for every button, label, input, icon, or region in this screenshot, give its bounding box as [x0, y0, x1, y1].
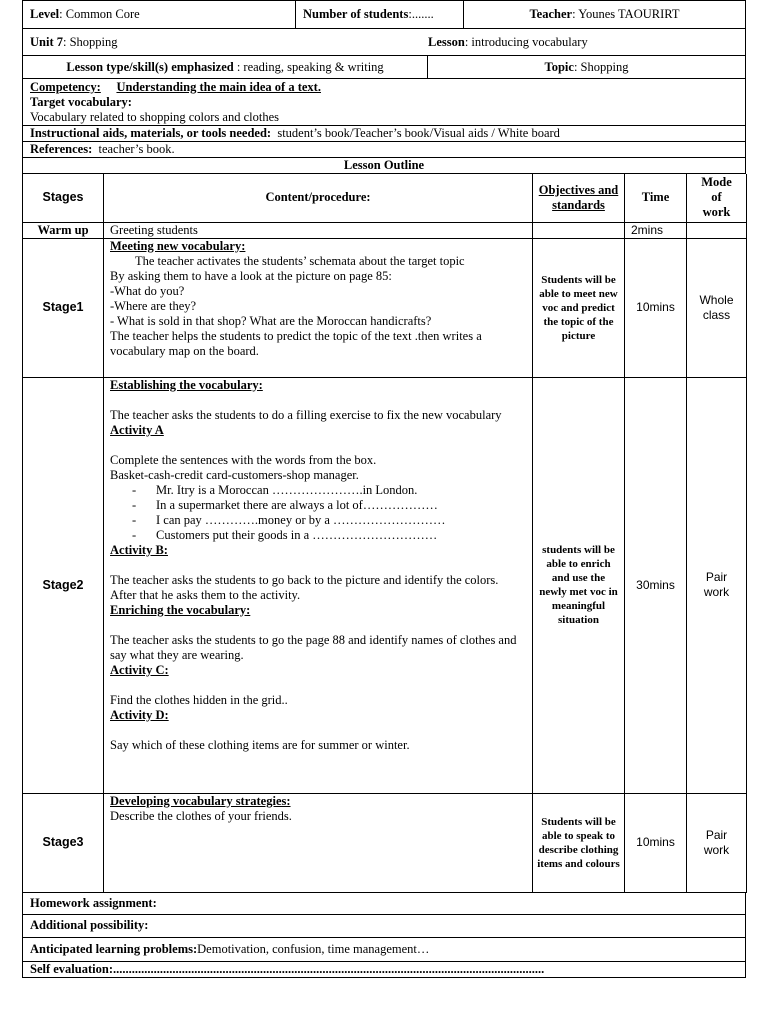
stage3-row [23, 793, 747, 892]
problems-label: Anticipated learning problems: [30, 941, 198, 956]
unit-cell [23, 29, 421, 55]
additional-cell [23, 915, 745, 937]
warmup-stage: Warm up [23, 222, 104, 238]
stage2-mode: Pair work [687, 377, 747, 793]
stage1-objective: Students will be able to meet new voc and predict the topic of the picture [533, 238, 625, 377]
lesson-cell [421, 29, 745, 55]
aids-value: student’s book/Teacher’s book/Visual aids / White board [277, 126, 560, 140]
stage2-intro: The teacher asks the students to do a filling exercise to fix the new vocabulary [110, 407, 502, 422]
stage2-heading: Establishing the vocabulary: [110, 377, 263, 392]
activity-b-heading: Activity B: [110, 542, 168, 557]
header-row-unit [22, 29, 746, 56]
stage1-stage: Stage1 [23, 238, 104, 377]
teacher-value: : Younes TAOURIRT [572, 7, 680, 21]
stage1-line-3: -Where are they? [110, 298, 197, 313]
unit-label: Unit 7 [30, 34, 63, 49]
references-value: teacher’s book. [98, 142, 175, 156]
stage1-line-0: The teacher activates the students’ schemata about the target topic [135, 253, 465, 268]
level-value: : Common Core [59, 7, 140, 21]
students-value: :....... [408, 7, 434, 21]
warmup-time: 2mins [625, 222, 687, 238]
topic-label: Topic [544, 59, 574, 74]
topic-cell [427, 56, 745, 78]
activity-a-list [110, 483, 526, 543]
competency-label: Competency: [30, 80, 101, 94]
stage3-content [104, 793, 533, 892]
problems-cell [23, 938, 745, 961]
activity-a-instruction: Complete the sentences with the words from the box. [110, 452, 377, 467]
teacher-label: Teacher [529, 7, 573, 21]
topic-value: : Shopping [573, 59, 629, 74]
stage3-stage: Stage3 [23, 793, 104, 892]
stage1-heading: Meeting new vocabulary: [110, 238, 246, 253]
header-row-level [22, 0, 746, 29]
enriching-heading: Enriching the vocabulary: [110, 602, 251, 617]
homework-row [22, 893, 746, 915]
lesson-type-value: : reading, speaking & writing [233, 59, 384, 74]
outline-table [22, 174, 747, 893]
target-vocab-value: Vocabulary related to shopping colors and clothes [30, 110, 280, 124]
competency-block [22, 79, 746, 126]
aids-cell [23, 126, 745, 141]
activity-d-text: Say which of these clothing items are for summer or winter. [110, 737, 410, 752]
stage3-mode: Pair work [687, 793, 747, 892]
homework-cell [23, 893, 745, 914]
self-eval-row [22, 962, 746, 978]
aids-row [22, 126, 746, 142]
col-header-stages: Stages [23, 174, 104, 222]
stage3-heading: Developing vocabulary strategies: [110, 793, 291, 808]
stage3-text: Describe the clothes of your friends. [110, 808, 292, 823]
outline-title-text: Lesson Outline [343, 158, 425, 172]
outline-title-row [22, 158, 746, 174]
activity-a-heading: Activity A [110, 422, 164, 437]
stage2-stage: Stage2 [23, 377, 104, 793]
students-cell [295, 1, 463, 28]
unit-value: : Shopping [63, 34, 118, 49]
stage1-content [104, 238, 533, 377]
lesson-type-label: Lesson type/skill(s) emphasized [66, 59, 234, 74]
warmup-objective [533, 222, 625, 238]
references-label: References: [30, 142, 93, 156]
stage2-objective: students will be able to enrich and use the newly met voc in meaningful situation [533, 377, 625, 793]
stage3-objective: Students will be able to speak to describe clothing items and colours [533, 793, 625, 892]
target-vocab-label-line [30, 95, 738, 110]
list-item: - Mr. Itry is a Moroccan ………………….in London. [132, 482, 418, 497]
stage1-line-2: -What do you? [110, 283, 185, 298]
stage1-line-4: - What is sold in that shop? What are the Moroccan handicrafts? [110, 313, 432, 328]
stage2-row [23, 377, 747, 793]
target-vocab-label: Target vocabulary: [30, 95, 132, 109]
activity-c-heading: Activity C: [110, 662, 169, 677]
activity-d-heading: Activity D: [110, 707, 169, 722]
activity-a-words: Basket-cash-credit card-customers-shop manager. [110, 467, 359, 482]
teacher-cell [463, 1, 745, 28]
list-item: - In a supermarket there are always a lot of……………… [132, 497, 438, 512]
stage1-row [23, 238, 747, 377]
competency-cell [23, 79, 745, 125]
stage1-mode: Whole class [687, 238, 747, 377]
references-cell [23, 142, 745, 157]
level-label: Level [30, 7, 60, 21]
lesson-value: : introducing vocabulary [464, 34, 588, 49]
homework-label: Homework assignment: [30, 895, 157, 910]
outline-title [23, 158, 745, 173]
outline-header-row [23, 174, 747, 222]
problems-row [22, 938, 746, 962]
lesson-plan [22, 0, 746, 978]
header-row-type [22, 56, 746, 79]
warmup-content: Greeting students [104, 222, 533, 238]
enriching-text: The teacher asks the students to go the page 88 and identify names of clothes and say what they are wearing. [110, 632, 517, 662]
students-label: Number of students [303, 7, 409, 21]
stage3-time: 10mins [625, 793, 687, 892]
problems-value: Demotivation, confusion, time management… [197, 941, 430, 956]
stage2-content [104, 377, 533, 793]
stage1-line-5: The teacher helps the students to predict the topic of the text .then writes a vocabulary map on the board. [110, 328, 482, 358]
list-item: - Customers put their goods in a ………………………… [132, 527, 438, 542]
warmup-mode [687, 222, 747, 238]
stage2-time: 30mins [625, 377, 687, 793]
additional-label: Additional possibility: [30, 918, 149, 932]
additional-row [22, 915, 746, 938]
activity-b-text: The teacher asks the students to go back to the picture and identify the colors. After that he asks them to the activity. [110, 572, 499, 602]
aids-label: Instructional aids, materials, or tools needed: [30, 126, 272, 140]
competency-value: Understanding the main idea of a text. [116, 80, 321, 94]
list-item: - I can pay ………….money or by a ……………………… [132, 512, 446, 527]
col-header-mode: Mode of work [687, 174, 747, 222]
stage1-time: 10mins [625, 238, 687, 377]
competency-line [30, 80, 738, 95]
self-eval-cell [23, 962, 745, 977]
lesson-type-cell [23, 56, 427, 78]
warmup-row [23, 222, 747, 238]
activity-c-text: Find the clothes hidden in the grid.. [110, 692, 288, 707]
references-row [22, 142, 746, 158]
col-header-objectives: Objectives and standards [533, 174, 625, 222]
col-header-time: Time [625, 174, 687, 222]
level-cell [23, 1, 295, 28]
stage1-line-1: By asking them to have a look at the picture on page 85: [110, 268, 392, 283]
self-eval-label: Self evaluation:.......................................................................................................................................... [30, 961, 545, 976]
lesson-label: Lesson [428, 34, 465, 49]
col-header-content: Content/procedure: [104, 174, 533, 222]
